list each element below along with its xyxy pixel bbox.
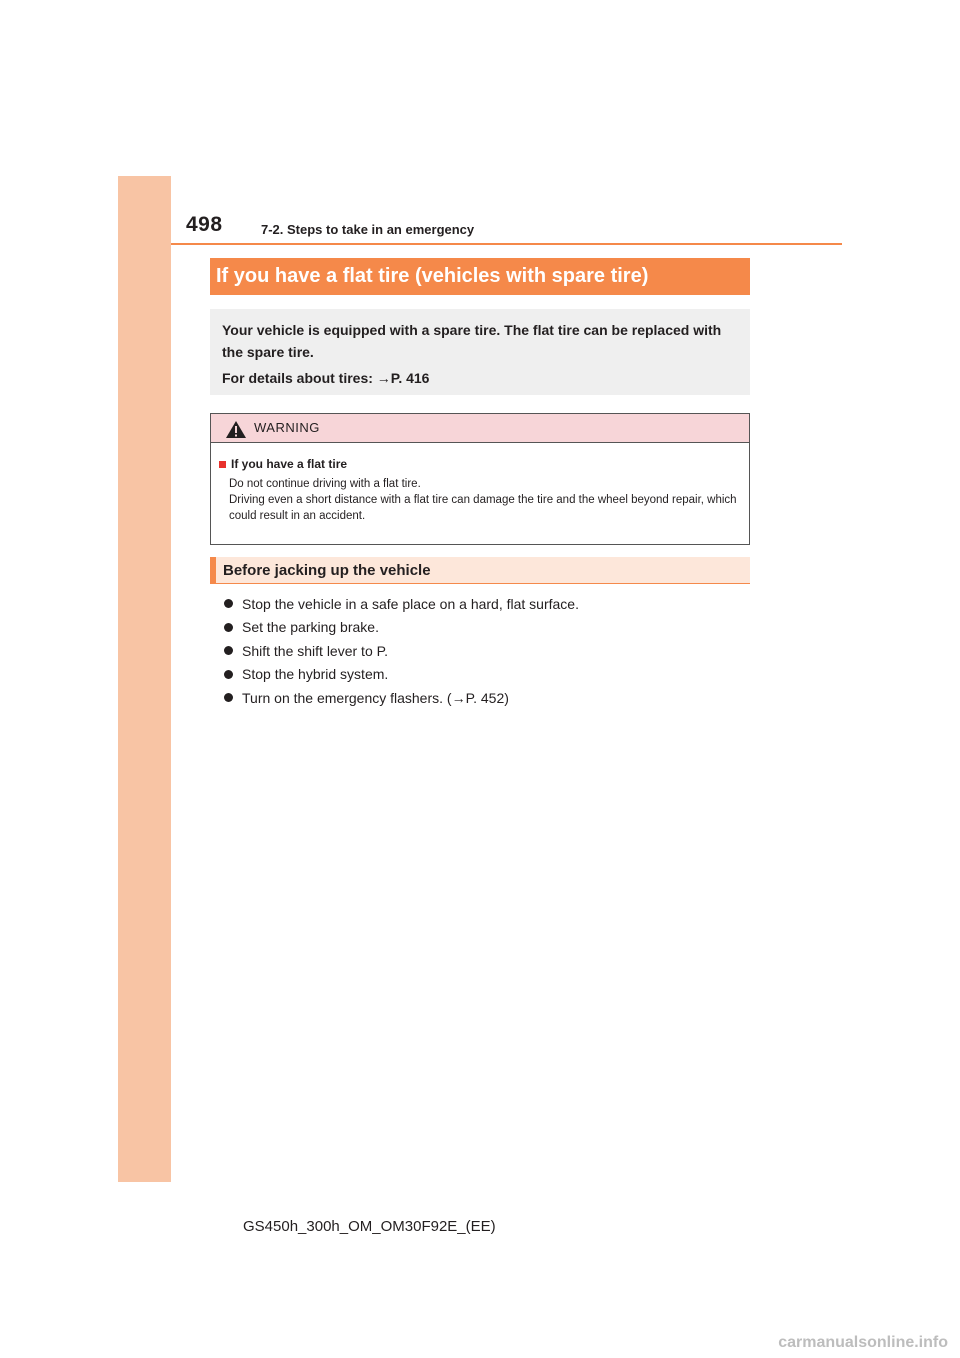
list-item-text: Stop the hybrid system. (242, 666, 389, 683)
header-rule (171, 243, 842, 245)
document-code: GS450h_300h_OM_OM30F92E_(EE) (243, 1218, 496, 1235)
bullet-dot-icon (224, 623, 233, 632)
warning-label: WARNING (254, 420, 320, 435)
warning-text-line: Driving even a short distance with a flat tire can damage the tire and the wheel beyond repair, which could result in an accident. (229, 494, 737, 522)
list-item (224, 663, 744, 687)
list-item-text: Stop the vehicle in a safe place on a hard, flat surface. (242, 595, 579, 612)
list-item (224, 639, 744, 663)
intro-line-reference: For details about tires: →P. 416 (222, 370, 430, 386)
list-item-text: Shift the shift lever to P. (242, 642, 389, 659)
intro-box (210, 309, 750, 395)
warning-header (211, 414, 749, 443)
bullet-dot-icon (224, 693, 233, 702)
warning-body (211, 443, 749, 524)
bullet-dot-icon (224, 646, 233, 655)
warning-text (229, 476, 739, 524)
list-item (224, 592, 744, 616)
red-square-bullet-icon (219, 461, 226, 468)
page-number: 498 (186, 213, 223, 236)
bullet-dot-icon (224, 599, 233, 608)
bullet-dot-icon (224, 670, 233, 679)
page-title: If you have a flat tire (vehicles with spare tire) (210, 258, 750, 295)
warning-triangle-icon (225, 420, 247, 439)
list-item-text: Set the parking brake. (242, 619, 379, 636)
watermark: carmanualsonline.info (778, 1334, 948, 1351)
warning-text-line: Do not continue driving with a flat tire. (229, 478, 421, 490)
section-title: 7-2. Steps to take in an emergency (261, 222, 475, 237)
warning-heading-text: If you have a flat tire (231, 457, 348, 471)
warning-heading (219, 456, 739, 472)
subsection-heading: Before jacking up the vehicle (210, 557, 750, 584)
list-item (224, 616, 744, 640)
warning-box (210, 413, 750, 545)
list-item-text: Turn on the emergency flashers. (→P. 452) (242, 689, 509, 706)
intro-line-equipment: Your vehicle is equipped with a spare tire. The flat tire can be replaced with the spare tire. (222, 322, 722, 360)
preparation-steps-list (224, 592, 744, 710)
list-item (224, 686, 744, 710)
chapter-side-bar (118, 176, 171, 1182)
